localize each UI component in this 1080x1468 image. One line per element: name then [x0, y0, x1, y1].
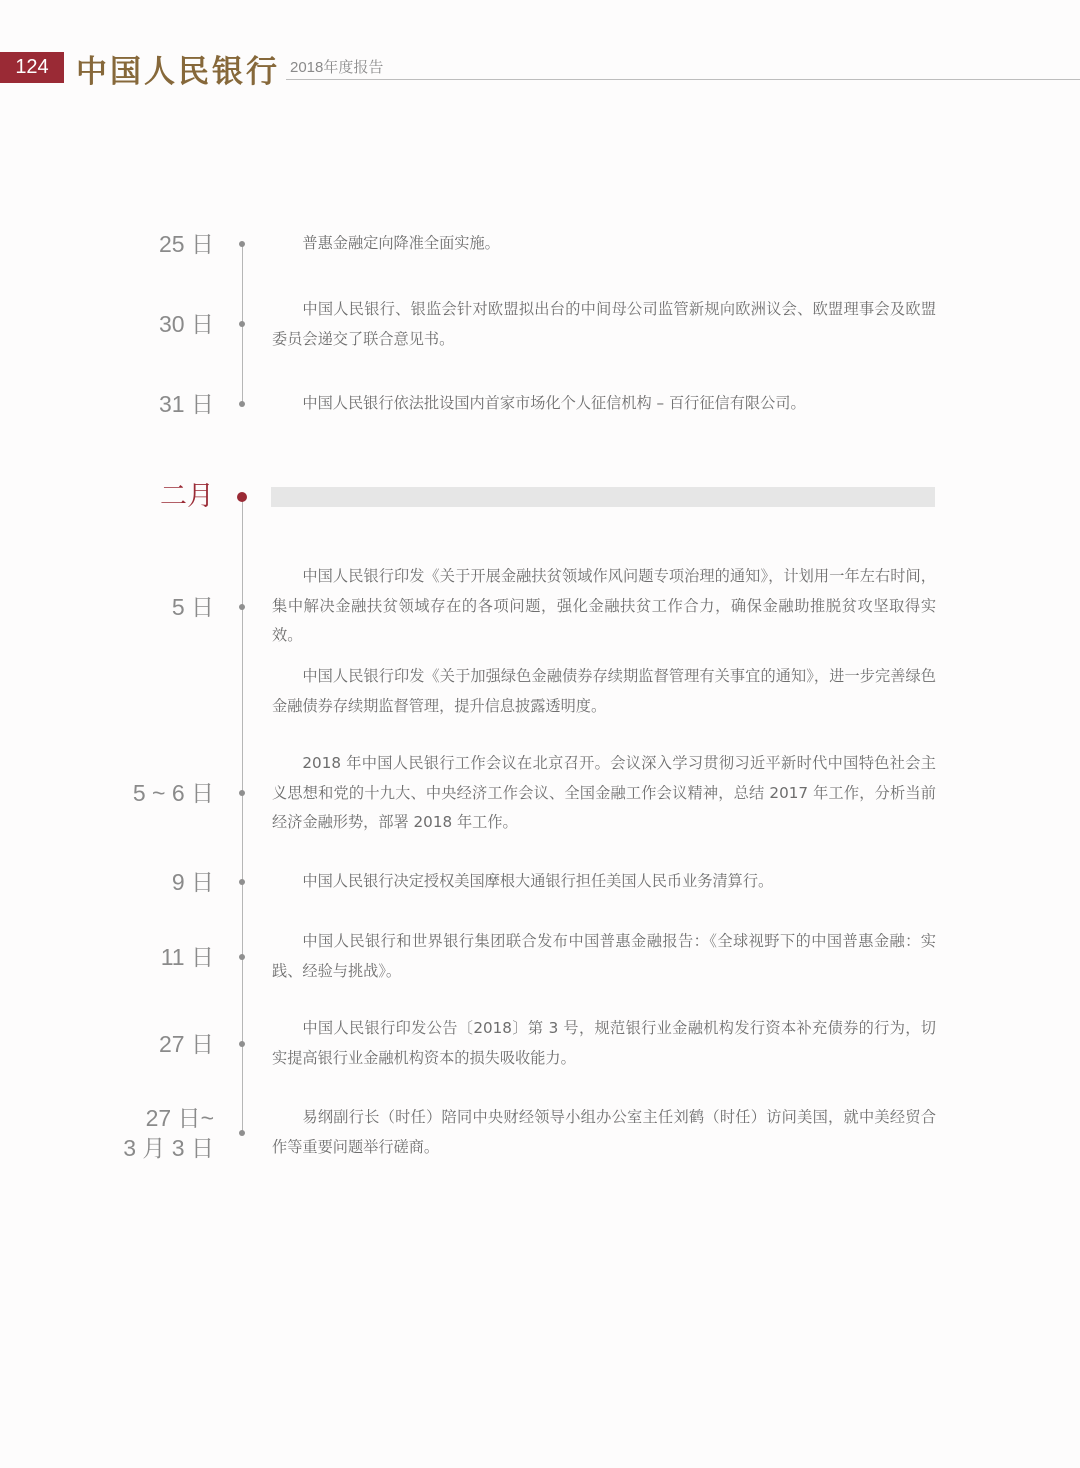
timeline-dot [239, 1130, 245, 1136]
timeline-entry: 中国人民银行和世界银行集团联合发布中国普惠金融报告：《全球视野下的中国普惠金融：实践、经验与挑战》。 [272, 932, 936, 980]
month-bar [271, 487, 935, 507]
timeline-date: 27 日 [159, 1031, 214, 1057]
timeline-entry: 中国人民银行决定授权美国摩根大通银行担任美国人民币业务清算行。 [302, 872, 774, 890]
timeline-dot [239, 790, 245, 796]
timeline-entry: 易纲副行长（时任）陪同中央财经领导小组办公室主任刘鹤（时任）访问美国，就中美经贸合作等重要问题举行磋商。 [272, 1108, 936, 1156]
timeline-date: 30 日 [159, 311, 214, 337]
report-title: 2018年度报告 [290, 59, 384, 76]
timeline-date: 9 日 [171, 869, 214, 895]
timeline-entry: 中国人民银行印发公告〔2018〕第 3 号，规范银行业金融机构发行资本补充债券的行为，切实提高银行业金融机构资本的损失吸收能力。 [272, 1019, 936, 1067]
page-number: 124 [0, 52, 64, 82]
timeline-dot [239, 1041, 245, 1047]
timeline-date: 31 日 [159, 391, 214, 417]
timeline-entry: 中国人民银行依法批设国内首家市场化个人征信机构 – 百行征信有限公司。 [302, 394, 806, 412]
timeline-date: 11 日 [160, 944, 214, 970]
timeline-entry: 中国人民银行印发《关于开展金融扶贫领域作风问题专项治理的通知》，计划用一年左右时间，集中解决金融扶贫领域存在的各项问题，强化金融扶贫工作合力，确保金融助推脱贫攻坚取得实效。 [272, 567, 936, 644]
timeline-line-february [242, 497, 243, 1134]
timeline-date: 3 月 3 日 [123, 1135, 214, 1161]
month-label: 二月 [160, 481, 214, 512]
timeline-date: 27 日~ [145, 1105, 214, 1131]
header-rule [286, 79, 1080, 80]
timeline-dot [239, 241, 245, 247]
timeline-entry: 中国人民银行、银监会针对欧盟拟出台的中间母公司监管新规向欧洲议会、欧盟理事会及欧盟委员会递交了联合意见书。 [272, 300, 936, 348]
timeline-date: 5 ~ 6 日 [132, 780, 214, 806]
month-dot [237, 492, 247, 502]
timeline-dot [239, 879, 245, 885]
timeline-dot [239, 604, 245, 610]
timeline-date: 5 日 [171, 594, 214, 620]
header-accent-rule [0, 81, 64, 83]
timeline-dot [239, 321, 245, 327]
timeline-dot [239, 954, 245, 960]
timeline-entry: 2018 年中国人民银行工作会议在北京召开。会议深入学习贯彻习近平新时代中国特色社会主义思想和党的十九大、中央经济工作会议、全国金融工作会议精神，总结 2017 年工作，分析当前经济金融形势，部署 2018 年工作。 [272, 754, 936, 831]
timeline-date: 25 日 [159, 231, 214, 257]
bank-name-logo: 中国人民银行 [76, 54, 280, 90]
timeline-entry: 中国人民银行印发《关于加强绿色金融债券存续期监督管理有关事宜的通知》，进一步完善绿色金融债券存续期监督管理，提升信息披露透明度。 [272, 667, 936, 715]
timeline-entry: 普惠金融定向降准全面实施。 [302, 234, 500, 252]
timeline-dot [239, 401, 245, 407]
